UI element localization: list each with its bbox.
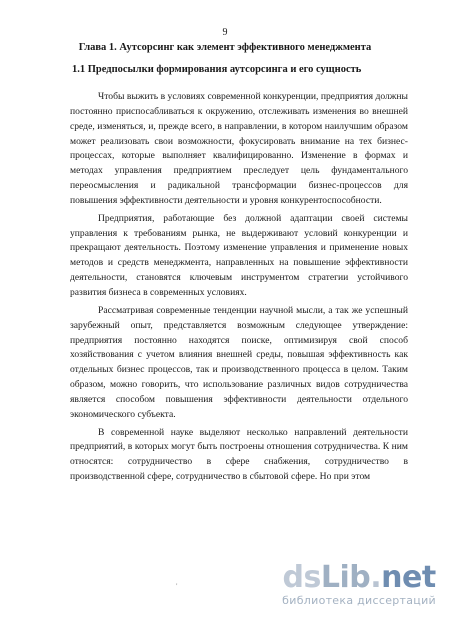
watermark <box>282 560 436 607</box>
paragraph: Предприятия, работающие без должной адаптации своей системы управления к требованиям рынка, не выдерживают условий конкуренции и прекращают деятельность. Поэтому изменение управления и применение новых методов и средств менеджмента, направленных на повышение эффективности деятельности, становятся ключевым инструментом стратегии устойчивого развития бизнеса в современных условиях. <box>70 212 408 298</box>
page-number: 9 <box>222 27 228 38</box>
scan-mark: , <box>176 580 178 586</box>
watermark-logo-dot: . <box>370 560 382 595</box>
watermark-logo <box>282 560 436 595</box>
watermark-caption: библиотека диссертаций <box>282 594 436 607</box>
watermark-logo-net: net <box>381 560 436 595</box>
paragraph: В современной науке выделяют несколько направлений деятельности предприятий, в которых могут быть построены отношения сотрудничества. К ним относятся: сотрудничество в сфере снабжения, сотрудничество в производственной сфере, сотрудничество в сбытовой сфере. Но при этом <box>70 426 408 483</box>
body-text <box>70 90 408 488</box>
paragraph: Рассматривая современные тенденции научной мысли, а так же успешный зарубежный опыт, представляется возможным следующее утверждение: предприятия постоянно находятся поиске, оптимизируя свой способ хозяйствования с учетом влияния внешней среды, повышая эффективность как отдельных бизнес процессов, так и производственного процесса в целом. Таким образом, можно говорить, что использование различных видов сотрудничества является способом повышения эффективности деятельности отдельного экономического субъекта. <box>70 304 408 420</box>
watermark-logo-lib: Lib <box>320 560 371 595</box>
section-title: 1.1 Предпосылки формирования аутсорсинга и его сущность <box>72 64 362 75</box>
watermark-logo-ds: ds <box>282 560 321 595</box>
chapter-title: Глава 1. Аутсорсинг как элемент эффективного менеджмента <box>78 42 372 53</box>
paragraph: Чтобы выжить в условиях современной конкуренции, предприятия должны постоянно приспосабливаться к окружению, отслеживать изменения во внешней среде, изменяться, и, прежде всего, в направлении, в котором наилучшим образом может реализовать свои возможности, фокусировать внимание на тех бизнес-процессах, которые выполняет квалифицированно. Изменение в формах и методах управления предприятием преследует цель фундаментального переосмысления и радикальной трансформации бизнес-процессов для повышения эффективности деятельности и уровня конкурентоспособности. <box>70 91 408 206</box>
